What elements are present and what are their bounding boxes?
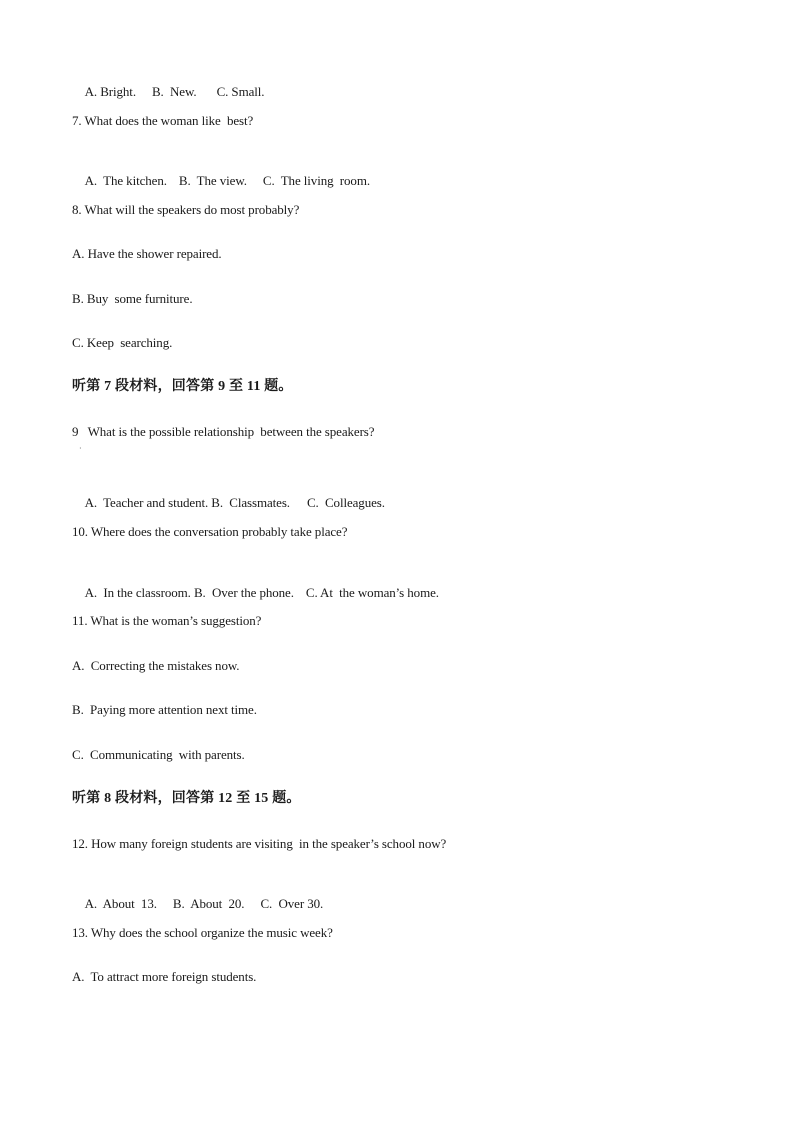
question-8-text: 8. What will the speakers do most probably? bbox=[72, 202, 300, 217]
option-c: C. At the woman’s home. bbox=[305, 585, 439, 600]
question-10-text: 10. Where does the conversation probably take place? bbox=[72, 524, 348, 539]
section-heading-8: 听第 8 段材料，回答第 12 至 15 题。 bbox=[72, 791, 301, 806]
option-c: C. Colleagues. bbox=[306, 495, 385, 510]
question-11-option-b: B. Paying more attention next time. bbox=[72, 702, 257, 717]
option-a: A. Bright. bbox=[84, 84, 136, 99]
question-8-option-a: A. Have the shower repaired. bbox=[72, 246, 222, 261]
option-c: C. Over 30. bbox=[260, 896, 324, 911]
option-b: B. The view. bbox=[178, 173, 247, 188]
question-13-option-a: A. To attract more foreign students. bbox=[72, 969, 257, 984]
question-10-options bbox=[72, 569, 439, 617]
question-12-text: 12. How many foreign students are visiting in the speaker’s school now? bbox=[72, 836, 447, 851]
question-6-options bbox=[72, 68, 264, 116]
question-13-text: 13. Why does the school organize the music week? bbox=[72, 925, 333, 940]
option-c: C. Small. bbox=[216, 84, 265, 99]
question-9-options bbox=[72, 479, 385, 527]
option-b: B. About 20. bbox=[172, 896, 245, 911]
question-11-option-c: C. Communicating with parents. bbox=[72, 747, 245, 762]
question-11-option-a: A. Correcting the mistakes now. bbox=[72, 658, 240, 673]
option-a: A. The kitchen. bbox=[84, 173, 167, 188]
question-12-options bbox=[72, 880, 323, 928]
question-11-text: 11. What is the woman’s suggestion? bbox=[72, 613, 262, 628]
question-8-option-c: C. Keep searching. bbox=[72, 335, 173, 350]
question-8-option-b: B. Buy some furniture. bbox=[72, 291, 193, 306]
section-heading-7: 听第 7 段材料，回答第 9 至 11 题。 bbox=[72, 379, 293, 394]
option-a-b: A. Teacher and student. B. Classmates. bbox=[84, 495, 290, 510]
option-a-b: A. In the classroom. B. Over the phone. bbox=[84, 585, 294, 600]
question-9-text: 9 What is the possible relationship between the speakers? bbox=[72, 424, 375, 439]
option-c: C. The living room. bbox=[262, 173, 370, 188]
question-7-options bbox=[72, 157, 370, 205]
option-b: B. New. bbox=[151, 84, 197, 99]
question-7-text: 7. What does the woman like best? bbox=[72, 113, 254, 128]
option-a: A. About 13. bbox=[84, 896, 157, 911]
stray-mark: · bbox=[79, 444, 82, 453]
